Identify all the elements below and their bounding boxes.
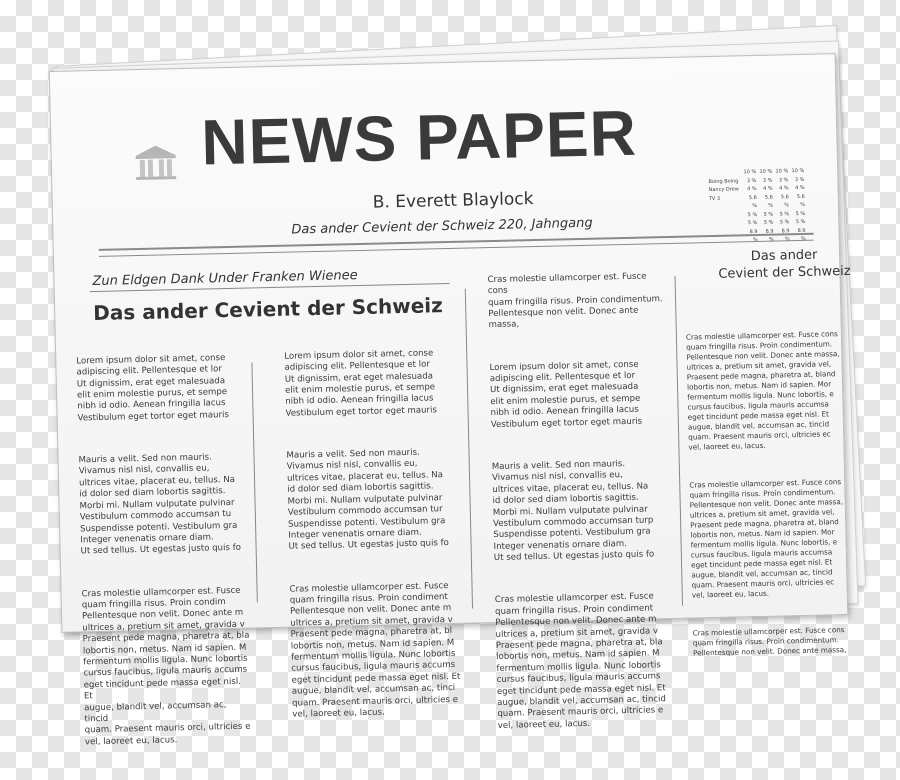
stock-value: 5.6 % xyxy=(748,194,758,210)
article-column-1 xyxy=(76,330,251,748)
paragraph: Cras molestie ullamcorper est. Fusce cons quam fringilla risus. Proin condimentum. Pellentesque non velit. Donec ante massa, ultrices a, pretium sit amet, gravida vel, Praesent pede magna, pharetra at, bland lobortis non, metus. Nam id sapien. Mor fermentum mollis ligula. Nunc lobortis, e cursus faucibus, ligula mauris accumsa eget tincidunt pede massa eget nisl. Et augue, blandit vel, accumsan ac, tincid quam. Praesent mauris orci, ultricies ec vel, laoreet eu, lacus. xyxy=(689,477,844,600)
lead-headline: Das ander Cevient der Schweiz xyxy=(92,293,444,326)
paragraph: Lorem ipsum dolor sit amet, conse adipiscing elit. Pellentesque et lor Ut dignissim, erat eget malesuada elit enim molestie purus, et sempe nibh id odio. Aenean fringilla lacus Vestibulum eget tortor eget mauris xyxy=(489,359,643,430)
stock-value: 3 % xyxy=(794,176,805,183)
article-column-4 xyxy=(685,309,857,658)
stock-value: 5.6 % xyxy=(796,193,806,208)
stock-name: Boing Boing xyxy=(708,177,739,185)
paragraph: Cras molestie ullamcorper est. Fusce quam fringilla risus. Proin condim Pellentesque non velit. Donec ante m ultrices a, pretium sit amet, gravida v Praesent pede magna, pharetra at, bla lobortis non, metus. Nam id sapien. M fermentum mollis ligula. Nunc lobortis cursus faucibus, ligula mauris accums eget tincidunt pede massa eget nisl. Et augue, blandit vel, accumsan ac, tincid quam. Praesent mauris orci, ultricies e vel, laoreet eu, lacus. xyxy=(81,585,251,748)
stock-value: 4 % xyxy=(778,185,789,192)
masthead-edition: Das ander Cevient der Schweiz 220, Jahngang xyxy=(291,215,593,238)
stock-value: 3 % xyxy=(778,176,789,183)
stock-value: 5 % xyxy=(779,210,790,217)
stock-value: 5 % xyxy=(795,218,806,226)
masthead-title: NEWS PAPER xyxy=(200,96,638,179)
stock-value: 5 % xyxy=(747,219,758,227)
paragraph: Cras molestie ullamcorper est. Fusce cons quam fringilla risus. Proin condimentum. Pellentesque non velit. Donec ante massa, xyxy=(692,625,847,658)
paragraph: Cras molestie ullamcorper est. Fusce cons quam fringilla risus. Proin condimentum. Pellentesque non velit. Donec ante massa, ultrices a, pretium sit amet, gravida vel, Praesent pede magna, pharetra at, bland lobortis non, metus. Nam id sapien. Mor fermentum mollis ligula. Nunc lobortis, e cursus faucibus, ligula mauris accumsa eget tincidunt pede massa eget nisl. Et augue, blandit vel, accumsan ac, tincid quam. Praesent mauris orci, ultricies ec vel, laoreet eu, lacus. xyxy=(685,329,840,452)
stock-value: 5 % xyxy=(763,211,774,218)
paragraph: Cras molestie ullamcorper est. Fusce cons quam fringilla risus. Proin condimentum. Pellentesque non velit. Donec ante massa, xyxy=(487,271,663,331)
lead-kicker: Zun Eldgen Dank Under Franken Wienee xyxy=(92,268,358,290)
column-divider xyxy=(465,289,473,609)
building-logo-icon xyxy=(133,141,178,182)
paragraph: Cras molestie ullamcorper est. Fusce quam fringilla risus. Proin condiment Pellentesque non velit. Donec ante m ultrices a, pretium sit amet, gravida v Praesent pede magna, pharetra at, bla lobortis non, metus. Nam id sapien. M fermentum mollis ligula. Nunc lobortis cursus faucibus, ligula mauris accums eget tincidunt pede massa eget nisl. Et augue, blandit vel, accumsan ac, tincid quam. Praesent mauris orci, ultricies e vel, laoreet eu, lacus. xyxy=(494,591,667,731)
stock-value: 5 % xyxy=(795,210,806,217)
stock-name: TV 3 xyxy=(708,195,721,202)
stock-value: 8.9 % xyxy=(749,228,758,244)
paragraph: Mauris a velit. Sed non mauris. Vivamus nisl nisl, convallis eu, ultrices vitae, placerat eu, tellus. Na id dolor sed diam lobortis sagittis. Morbi mi. Nullam vulputate pulvinar Vestibulum commodo accumsan turp Suspendisse potenti. Vestibulum gra Integer venenatis ornare diam. Ut sed tellus. Ut egestas justo quis fo xyxy=(491,458,655,564)
stock-value: 3 % xyxy=(746,177,757,184)
paragraph: Mauris a velit. Sed non mauris. Vivamus nisl nisl, convallis eu, ultrices vitae, placerat eu, tellus. Na id dolor sed diam lobortis sagittis. Morbi mi. Nullam vulputate pulvinar Vestibulum commodo accumsan tur Suspendisse potenti. Vestibulum gra Integer venenatis ornare diam. Ut sed tellus. Ut egestas justo quis fo xyxy=(286,447,450,552)
newspaper-front-page xyxy=(49,53,851,748)
sidebar-headline-line2: Cevient der Schweiz xyxy=(718,263,851,282)
stock-value: 8.9 % xyxy=(797,227,806,242)
stock-value: 10 % xyxy=(743,168,757,176)
column-divider xyxy=(251,362,257,602)
paragraph: Lorem ipsum dolor sit amet, conse adipiscing elit. Pellentesque et lor Ut dignissim, erat eget malesuada elit enim molestie purus, et sempe nibh id odio. Aenean fringilla lacus Vestibulum eget tortor eget mauris xyxy=(284,348,438,419)
stock-value: 10 % xyxy=(791,167,805,175)
masthead-author: B. Everett Blaylock xyxy=(372,189,534,213)
stock-value: 10 % xyxy=(759,168,773,175)
stock-value: 4 % xyxy=(762,185,773,192)
stock-value: 10 % xyxy=(775,168,789,175)
stock-value: 5.6 % xyxy=(764,194,774,209)
stock-value: 5 % xyxy=(779,219,790,226)
column-divider xyxy=(675,276,683,606)
paragraph: Lorem ipsum dolor sit amet, conse adipiscing elit. Pellentesque et lor Ut dignissim, erat eget malesuada elit enim molestie purus, et sempe nibh id odio. Aenean fringilla lacus Vestibulum eget tortor eget mauris xyxy=(76,352,230,424)
article-column-2 xyxy=(284,325,461,720)
sidebar-headline xyxy=(714,246,855,283)
stock-value: 8.9 % xyxy=(781,227,790,243)
paragraph: Cras molestie ullamcorper est. Fusce quam fringilla risus. Proin condiment Pellentesque non velit. Donec ante m ultrices a, pretium sit amet, gravida v Praesent pede magna, pharetra at, bl lobortis non, metus. Nam id sapien. M fermentum mollis ligula. Nunc lobortis cursus faucibus, ligula mauris accums eget tincidunt pede massa eget nisl. Et augue, blandit vel, accumsan ac, tinci quam. Praesent mauris orci, ultricies e vel, laoreet eu, lacus. xyxy=(289,580,461,720)
stock-value: 5 % xyxy=(747,211,758,218)
stock-value: 5.6 % xyxy=(780,193,790,209)
stock-value: 4 % xyxy=(794,184,805,192)
paragraph: Mauris a velit. Sed non mauris. Vivamus nisl nisl, convallis eu, ultrices vitae, placerat eu, tellus. Na id dolor sed diam lobortis sagittis. Morbi mi. Nullam vulputate pulvinar Vestibulum commodo accumsan tu Suspendisse potenti. Vestibulum gra Integer venenatis ornare diam. Ut sed tellus. Ut egestas justo quis fo xyxy=(78,452,242,557)
stock-value: 5 % xyxy=(763,219,774,226)
stock-value: 3 % xyxy=(762,177,773,184)
article-column-3 xyxy=(487,248,671,731)
sidebar-headline-line1: Das ander xyxy=(750,247,818,265)
stock-value: 8.9 % xyxy=(765,228,774,243)
stock-value: 4 % xyxy=(746,185,757,193)
stock-name: Nancy Drew xyxy=(708,186,739,194)
